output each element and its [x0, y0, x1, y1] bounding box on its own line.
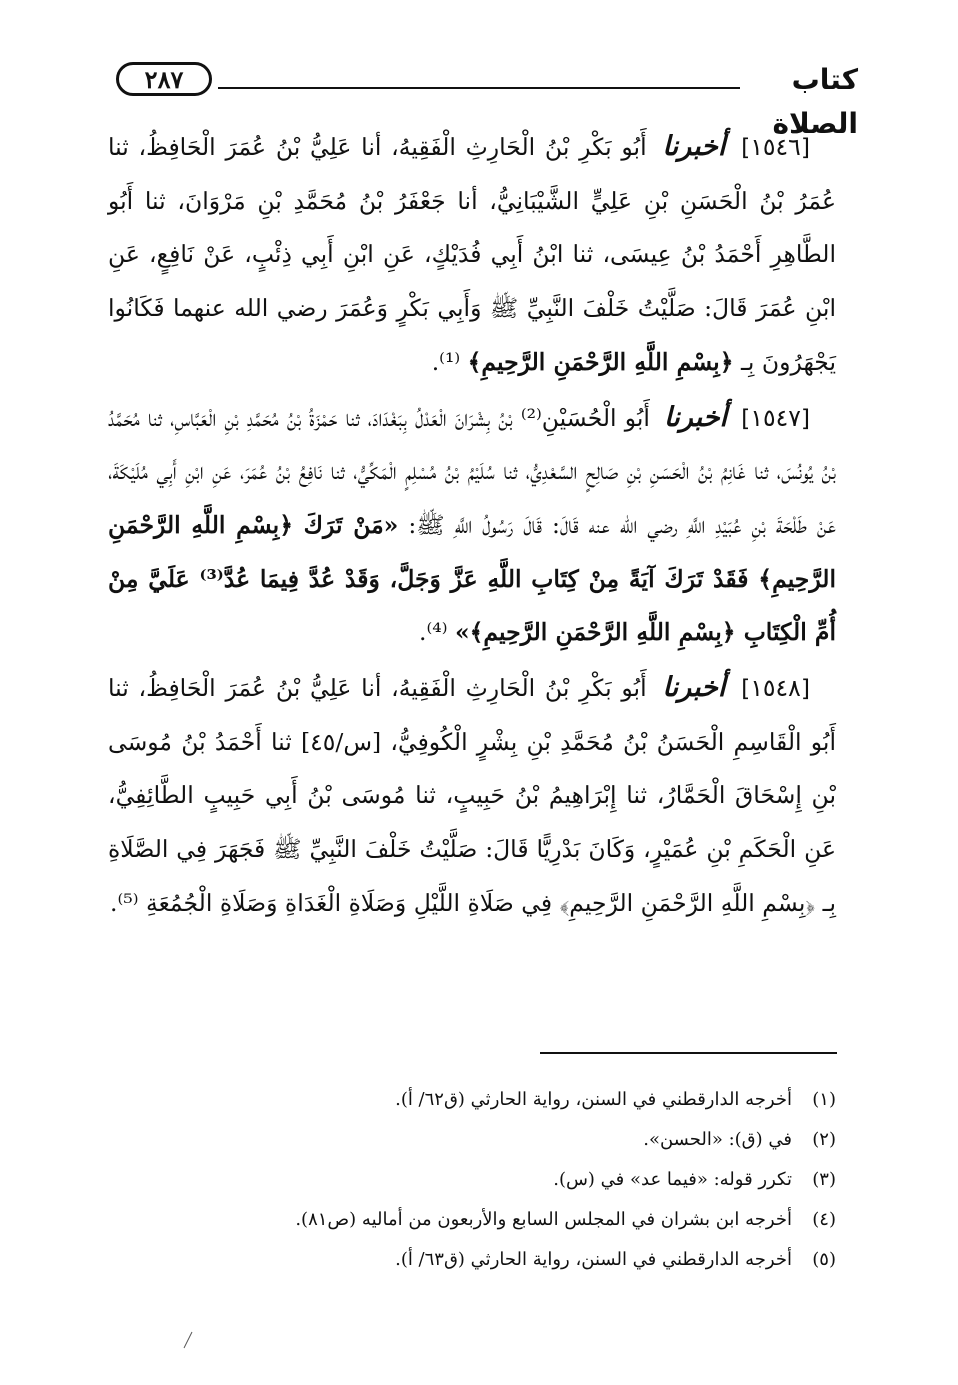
main-text [108, 120, 836, 931]
footnote-ref: ⁽⁴⁾. [419, 618, 448, 647]
footnote-text: تكرر قوله: «فيما عد» في (س). [553, 1169, 792, 1190]
footnote [180, 1200, 836, 1240]
footnotes [180, 1080, 836, 1280]
footnote-text: أخرجه ابن بشران في المجلس السابع والأربعون من أماليه (ص٨١). [295, 1209, 792, 1230]
basmala: ﴿بِسْمِ اللَّهِ الرَّحْمَنِ الرَّحِيمِ﴾ [467, 347, 734, 376]
footnote-number: (١) [812, 1089, 836, 1110]
footnote-number: (٥) [812, 1249, 836, 1270]
footnote-text: في (ق): «الحسن». [643, 1129, 792, 1150]
hadith-number: [١٥٤٨] [741, 674, 810, 703]
page-header [108, 58, 858, 140]
footnote-number: (٢) [812, 1129, 836, 1150]
footnote-ref: ⁽⁵⁾. [110, 888, 139, 917]
header-rule [218, 87, 740, 89]
prophetic-quote: «مَنْ تَرَكَ ﴿بِسْمِ اللَّهِ الرَّحْمَنِ الرَّحِيمِ﴾ فَقَدْ تَرَكَ آيَةً مِنْ كِتَابِ اللَّهِ عَزَّ وَجَلَّ، وَقَدْ عُدَّ فِيمَا عُدَّ⁽³⁾ عَلَيَّ مِنْ أُمِّ الْكِتَابِ ﴿بِسْمِ اللَّهِ الرَّحْمَنِ الرَّحِيمِ﴾» [108, 510, 836, 647]
footnote [180, 1160, 836, 1200]
book-title: كتاب الصلاة [772, 63, 858, 140]
akhbarana-lead: أخبرنا [662, 131, 726, 162]
footnote [180, 1240, 836, 1280]
hadith-paragraph [108, 391, 836, 661]
footnote [180, 1120, 836, 1160]
footnote-separator [540, 1052, 837, 1054]
akhbarana-lead: أخبرنا [664, 401, 728, 433]
hadith-paragraph [108, 661, 836, 931]
hadith-number: [١٥٤٧] [741, 403, 810, 432]
hadith-text: أَبُو بَكْرِ بْنُ الْحَارِثِ الْفَقِيهُ، أنا عَلِيُّ بْنُ عُمَرَ الْحَافِظُ، ثنا عُمَرُ بْنُ الْحَسَنِ بْنِ عَلِيٍّ الشَّيْبَانِيُّ، أنا جَعْفَرُ بْنُ مُحَمَّدِ بْنِ مَرْوَانَ، ثنا أَبُو الطَّاهِرِ أَحْمَدُ بْنُ عِيسَى، ثنا ابْنُ أَبِي فُدَيْكٍ، عَنِ ابْنِ أَبِي ذِئْبٍ، عَنْ نَافِعٍ، عَنِ ابْنِ عُمَرَ قَالَ: صَلَّيْتُ خَلْفَ النَّبِيِّ ﷺ وَأَبِي بَكْرٍ وَعُمَرَ رضي الله عنهما فَكَانُوا يَجْهَرُونَ بِـ [108, 133, 836, 376]
footnote-text: أخرجه الدارقطني في السنن، رواية الحارثي (ق٦٣/ أ). [395, 1249, 792, 1270]
hadith-text: أَبُو بَكْرِ بْنُ الْحَارِثِ الْفَقِيهُ، أنا عَلِيُّ بْنُ عُمَرَ الْحَافِظُ، ثنا أَبُو الْقَاسِمِ الْحَسَنُ بْنُ مُحَمَّدِ بْنِ بِشْرٍ الْكُوفِيُّ، [س/٤٥] ثنا أَحْمَدُ بْنُ مُوسَى بْنِ إِسْحَاقَ الْحَمَّارُ، ثنا إِبْرَاهِيمُ بْنُ حَبِيبٍ، ثنا مُوسَى بْنُ أَبِي حَبِيبٍ الطَّائِفِيُّ، عَنِ الْحَكَمِ بْنِ عُمَيْرٍ، وَكَانَ بَدْرِيًّا قَالَ: صَلَّيْتُ خَلْفَ النَّبِيِّ ﷺ [108, 674, 836, 864]
akhbarana-lead: أخبرنا [662, 672, 726, 704]
footnote-number: (٣) [812, 1169, 836, 1190]
footnote-text: أخرجه الدارقطني في السنن، رواية الحارثي (ق٦٢/ أ). [395, 1089, 792, 1110]
page-number-badge [116, 62, 212, 96]
hadith-number: [١٥٤٦] [741, 133, 810, 161]
pen-mark-icon [180, 1330, 196, 1350]
footnote-number: (٤) [812, 1209, 836, 1230]
hadith-paragraph [108, 120, 836, 390]
page-number: ٢٨٧ [144, 64, 184, 94]
footnote [180, 1080, 836, 1120]
hadith-text: أَبُو الْحُسَيْنِ⁽²⁾ بْنُ بِشْرَانَ الْعَدْلُ بِبَغْدَادَ، ثنا حَمْزَةُ بْنُ مُحَمَّدِ بْنِ الْعَبَّاسِ، ثنا مُحَمَّدُ بْنُ يُونُسَ، ثنا غَانِمُ بْنُ الْحَسَنِ بْنِ صَالِحٍ السَّعْدِيُّ، ثنا سُلَيْمُ بْنُ مُسْلِمٍ الْمَكِّيُّ، ثنا نَافِعُ بْنُ عُمَرَ، عَنِ ابْنِ أَبِي مُلَيْكَةَ، عَنْ طَلْحَةَ بْنِ عُبَيْدِ اللَّهِ رضي الله عنه قَالَ: قَالَ رَسُولُ اللَّهِ ﷺ: [108, 403, 837, 539]
footnote-ref: ⁽¹⁾. [431, 347, 461, 376]
hadith-matn: فَجَهَرَ فِي الصَّلَاةِ بِـ ﴿بِسْمِ اللَّهِ الرَّحْمَنِ الرَّحِيمِ﴾ فِي صَلَاةِ اللَّيْلِ وَصَلَاةِ الْغَدَاةِ وَصَلَاةِ الْجُمُعَةِ [108, 835, 836, 917]
